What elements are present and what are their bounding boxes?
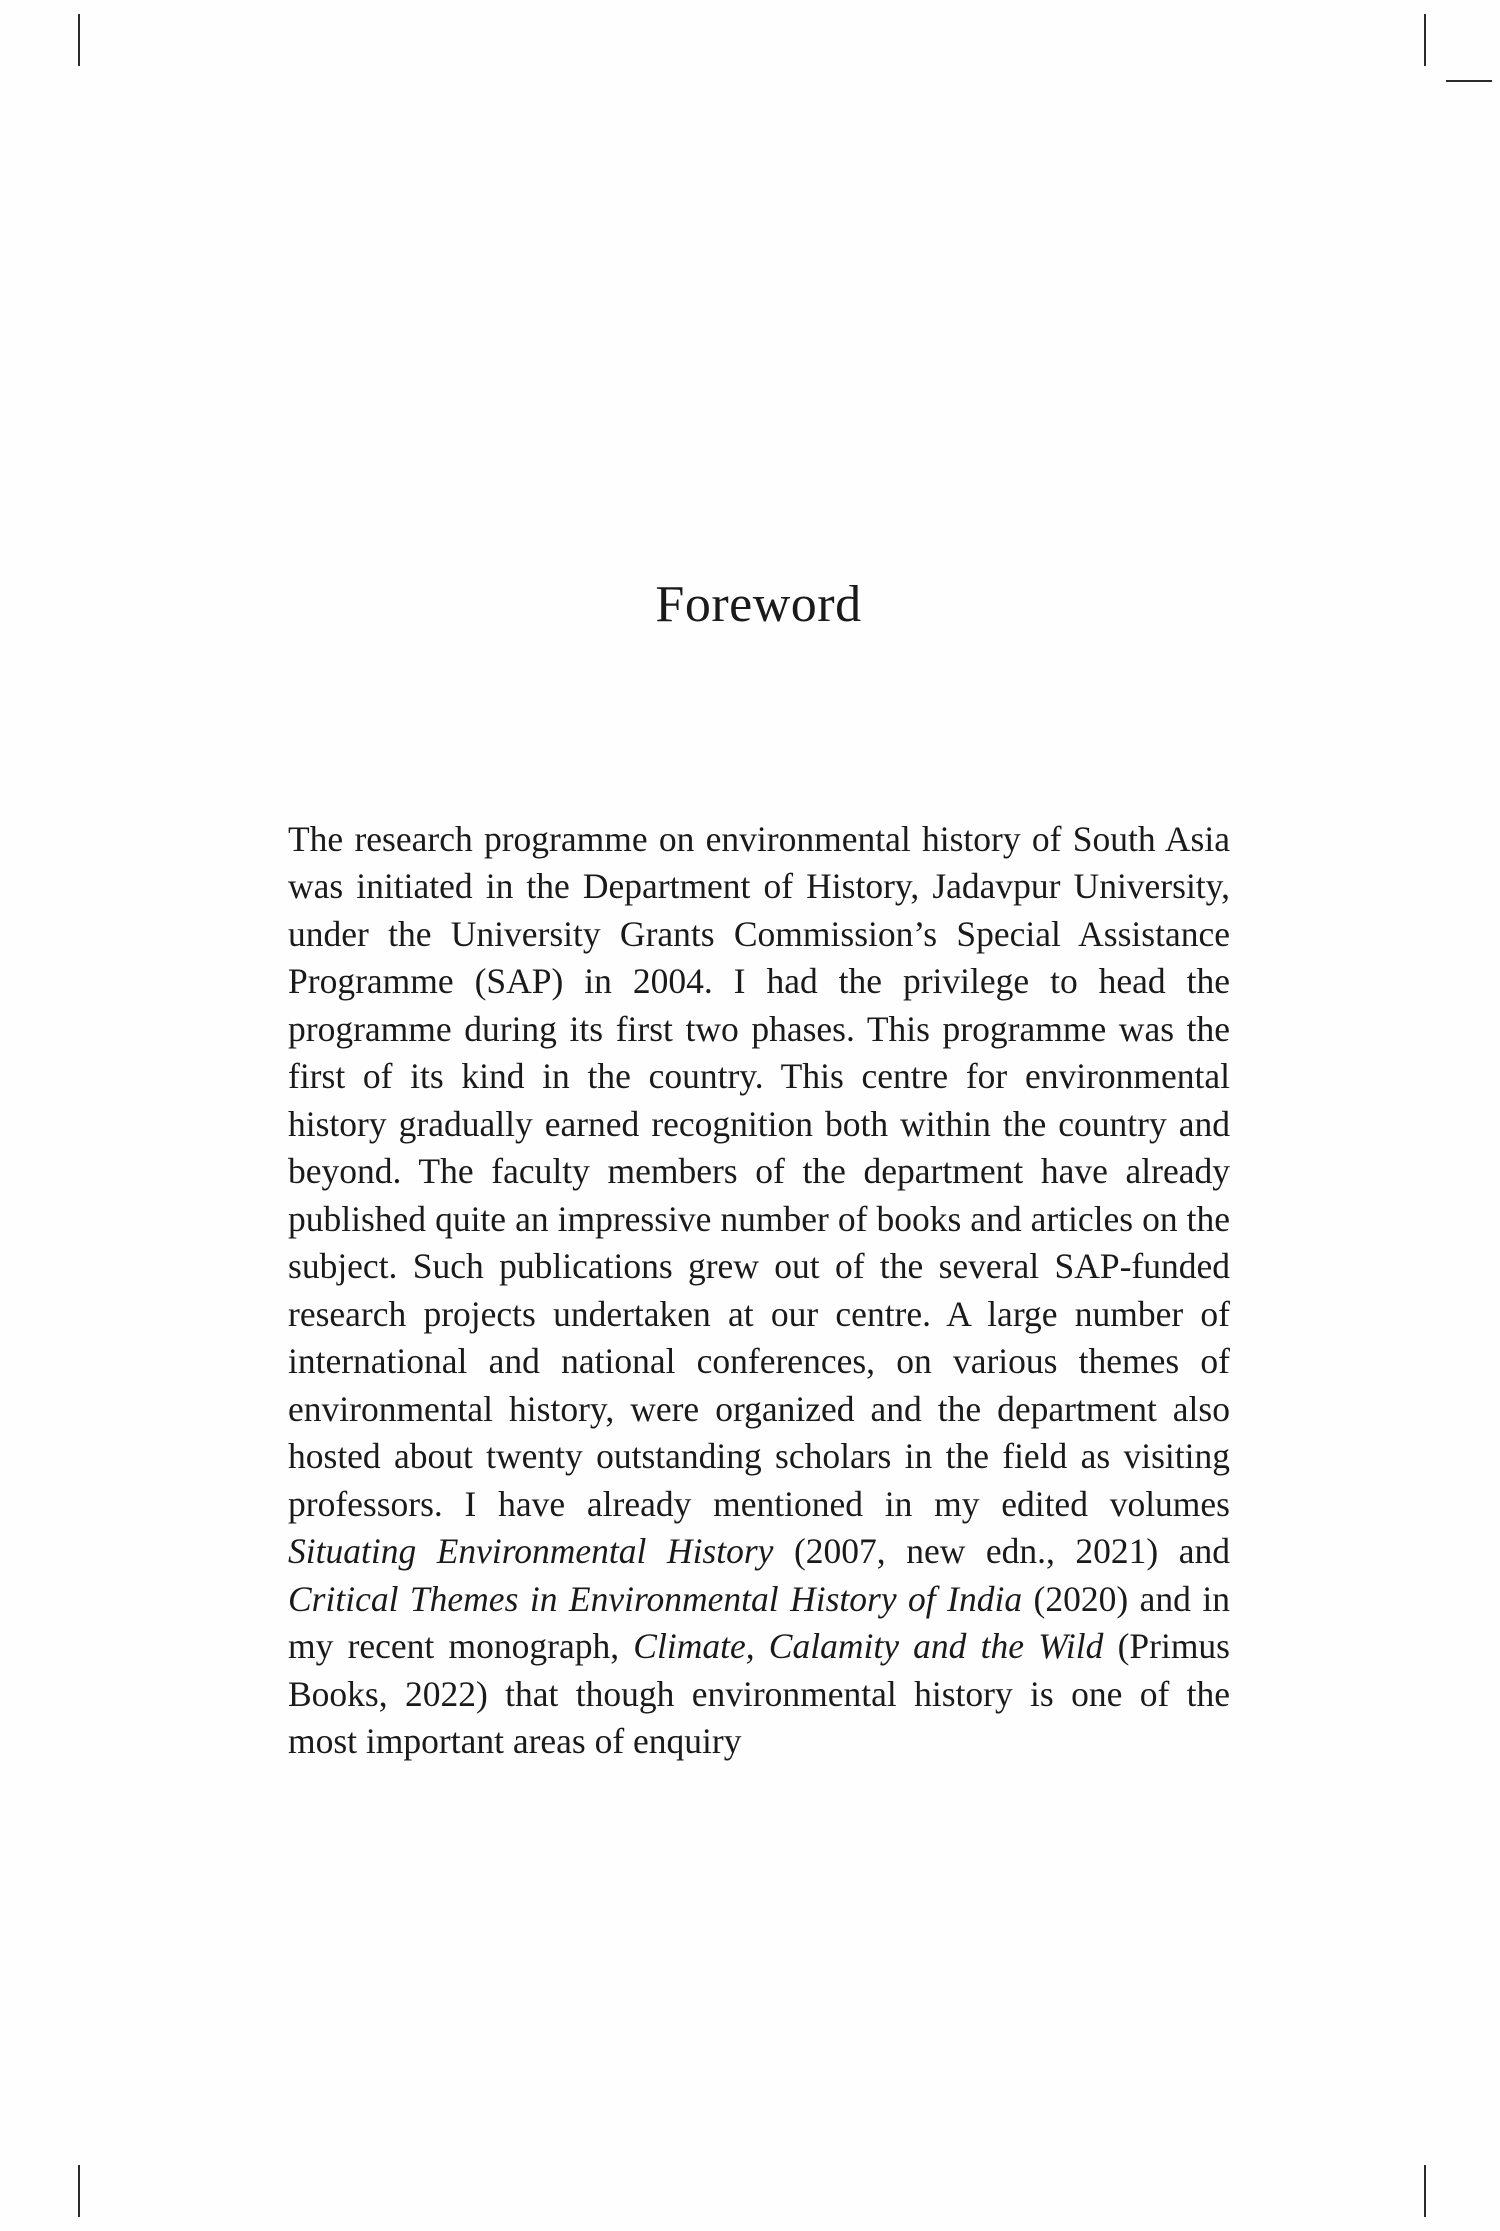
crop-mark-top-right-horizontal	[1446, 80, 1492, 82]
crop-mark-top-left	[78, 14, 80, 66]
page-title: Foreword	[655, 575, 862, 633]
crop-mark-top-right	[1424, 14, 1426, 66]
italic-title-run: Climate, Calamity and the Wild	[633, 1626, 1104, 1666]
page-content	[286, 0, 1231, 2231]
text-run: The research programme on environmental history of South Asia was initiated in the Department of History, Jadavpur University, under the University Grants Commission’s Special Assistance Programme (SAP) in 2004. I had the privilege to head the programme during its first two phases. This programme was the first of its kind in the country. This centre for environmental history gradually earned recognition both within the country and beyond. The faculty members of the department have already published quite an impressive number of books and articles on the subject. Such publications grew out of the several SAP-funded research projects undertaken at our centre. A large number of international and national conferences, on various themes of environmental history, were organized and the department also hosted about twenty outstanding scholars in the field as visiting professors. I have already mentioned in my edited volumes	[288, 818, 1230, 1524]
text-run: (2007, new edn., 2021) and	[773, 1531, 1230, 1571]
text-run: (Primus Books, 2022) that though environmental history is one of the most important areas of enquiry	[288, 1626, 1230, 1761]
body-paragraph	[288, 816, 1230, 1766]
crop-mark-bottom-left	[78, 2165, 80, 2217]
text-run: (2020) and in my recent monograph,	[288, 1578, 1231, 1666]
italic-title-run: Critical Themes in Environmental History of India	[288, 1578, 1023, 1619]
italic-title-run: Situating Environmental History	[288, 1531, 774, 1571]
crop-mark-bottom-right	[1424, 2165, 1426, 2217]
